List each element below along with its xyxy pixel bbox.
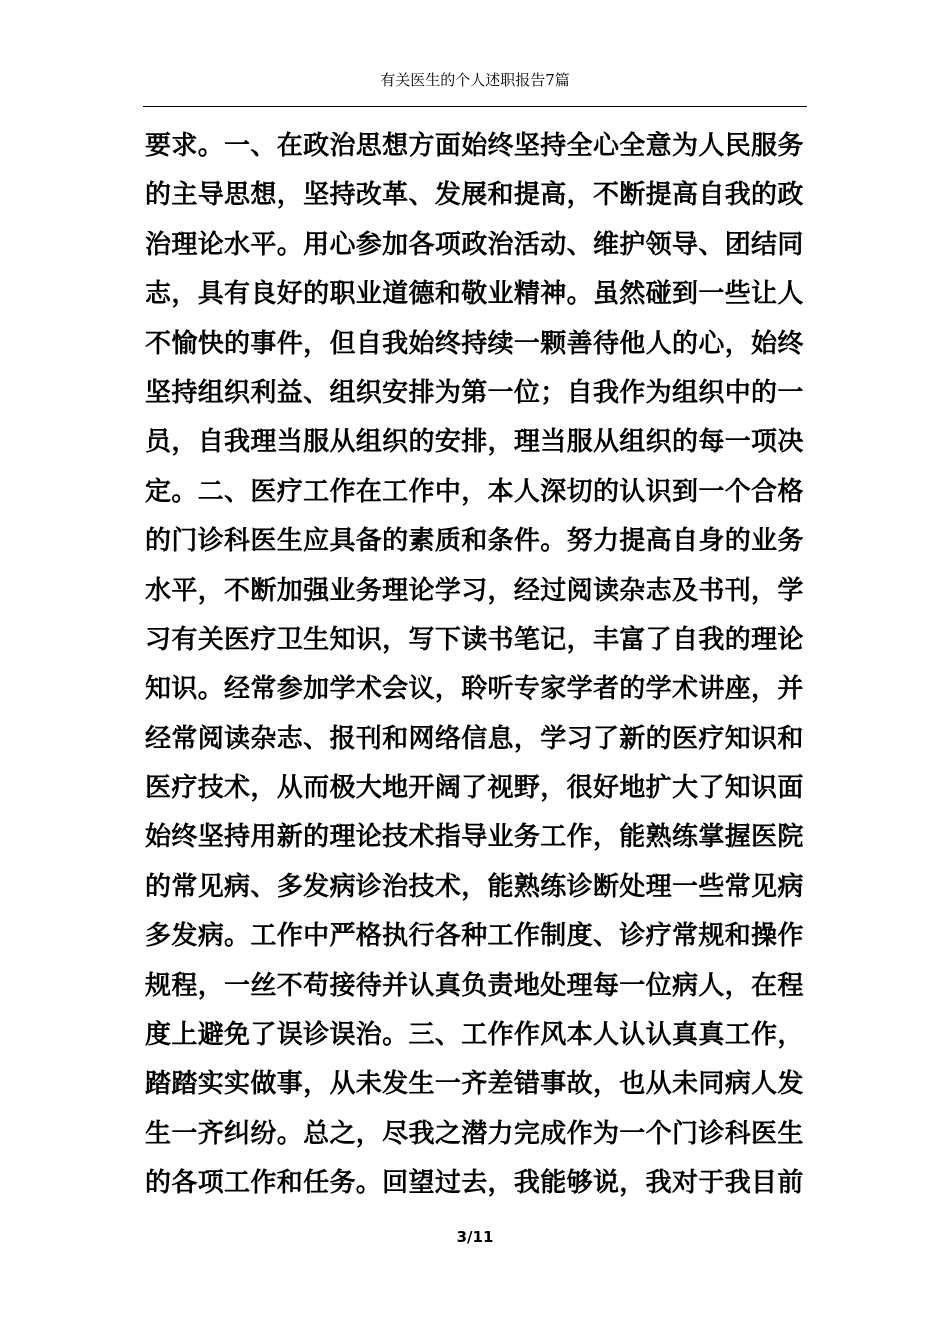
body-line: 治理论水平。用心参加各项政治活动、维护领导、团结同	[145, 229, 804, 260]
body-line: 踏踏实实做事，从未发生一齐差错事故，也从未同病人发	[145, 1069, 804, 1100]
body-line: 生一齐纠纷。总之，尽我之潜力完成作为一个门诊科医生	[145, 1118, 804, 1149]
body-line: 医疗技术，从而极大地开阔了视野，很好地扩大了知识面	[145, 773, 804, 804]
body-line: 知识。经常参加学术会议，聆听专家学者的学术讲座，并	[145, 674, 804, 705]
body-line: 员，自我理当服从组织的安排，理当服从组织的每一项决	[145, 427, 804, 458]
body-line: 的主导思想，坚持改革、发展和提高，不断提高自我的政	[145, 180, 804, 211]
body-line: 不愉快的事件，但自我始终持续一颗善待他人的心，始终	[145, 328, 804, 359]
document-header-title: 有关医生的个人述职报告7篇	[380, 71, 570, 89]
page-number: 3/11	[456, 1228, 494, 1246]
body-line: 经常阅读杂志、报刊和网络信息，学习了新的医疗知识和	[145, 723, 804, 754]
body-line: 志，具有良好的职业道德和敬业精神。虽然碰到一些让人	[145, 279, 804, 310]
body-line: 始终坚持用新的理论技术指导业务工作，能熟练掌握医院	[145, 822, 804, 853]
body-line: 定。二、医疗工作在工作中，本人深切的认识到一个合格	[145, 476, 804, 507]
body-line: 的门诊科医生应具备的素质和条件。努力提高自身的业务	[145, 526, 804, 557]
body-line: 要求。一、在政治思想方面始终坚持全心全意为人民服务	[145, 131, 804, 161]
body-line: 的各项工作和任务。回望过去，我能够说，我对于我目前	[145, 1168, 804, 1199]
body-line: 度上避免了误诊误治。三、工作作风本人认认真真工作，	[145, 1020, 804, 1051]
document-body	[145, 122, 815, 1209]
body-line: 习有关医疗卫生知识，写下读书笔记，丰富了自我的理论	[145, 624, 804, 655]
body-line: 水平，不断加强业务理论学习，经过阅读杂志及书刊，学	[145, 575, 804, 606]
body-line: 多发病。工作中严格执行各种工作制度、诊疗常规和操作	[145, 921, 804, 952]
body-line: 的常见病、多发病诊治技术，能熟练诊断处理一些常见病	[145, 871, 804, 902]
body-line: 规程，一丝不苟接待并认真负责地处理每一位病人，在程	[145, 970, 804, 1001]
header-divider	[143, 106, 807, 107]
body-line: 坚持组织利益、组织安排为第一位；自我作为组织中的一	[145, 377, 804, 408]
